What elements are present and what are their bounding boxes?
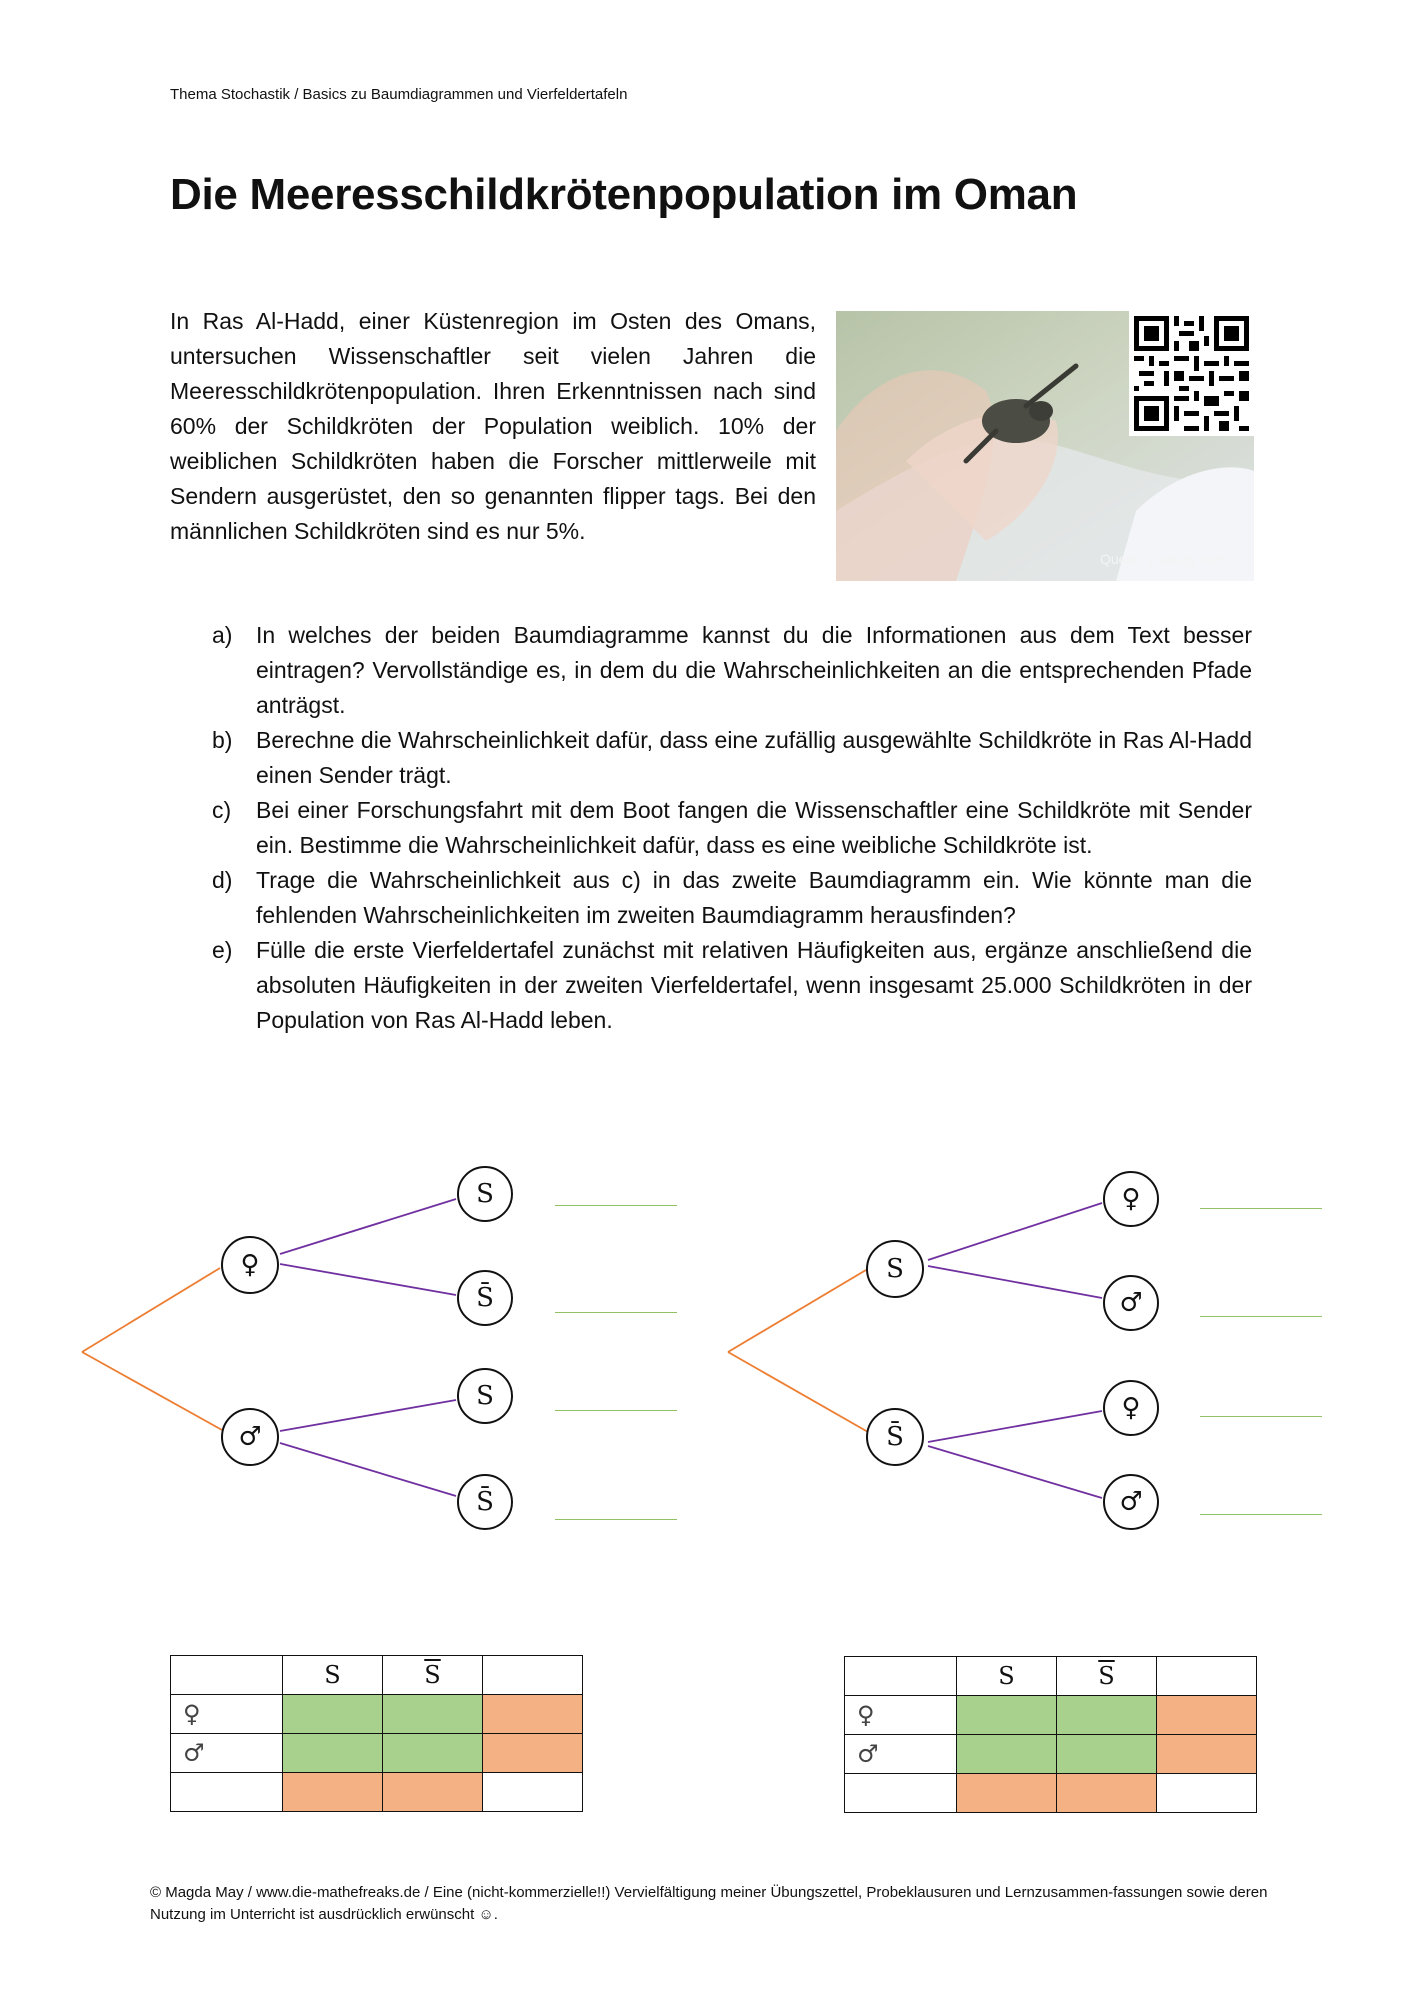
task-text: Berechne die Wahrscheinlichkeit dafür, dass eine zufällig ausgewählte Schildkröte in Ras Al-Hadd einen Sender trägt.	[256, 727, 1252, 788]
table-cell[interactable]	[1057, 1774, 1157, 1813]
answer-line[interactable]	[1200, 1208, 1322, 1209]
task-text: Bei einer Forschungsfahrt mit dem Boot fangen die Wissenschaftler eine Schildkröte mit Sender ein. Bestimme die Wahrscheinlichkeit dafür, dass es eine weibliche Schildkröte ist.	[256, 797, 1252, 858]
tree1-branch-male	[82, 1352, 222, 1430]
answer-line[interactable]	[555, 1205, 677, 1206]
table-cell[interactable]	[845, 1774, 957, 1813]
footer-copyright: © Magda May / www.die-mathefreaks.de / Eine (nicht-kommerzielle!!) Vervielfältigung meiner Übungszettel, Probeklausuren und Lernzusammen-fassungen sowie deren Nutzung im Unterricht ist ausdrücklich erwünscht ☺.	[150, 1884, 1268, 1923]
tree1-node-sbar: S̄	[457, 1270, 513, 1326]
table-cell[interactable]	[171, 1773, 283, 1812]
header-breadcrumb: Thema Stochastik / Basics zu Baumdiagrammen und Vierfeldertafeln	[170, 86, 628, 103]
table-cell[interactable]	[1057, 1735, 1157, 1774]
task-text: In welches der beiden Baumdiagramme kannst du die Informationen aus dem Text besser eintragen? Vervollständige es, in dem du die Wahrscheinlichkeiten an die entsprechenden Pfade anträgst.	[256, 622, 1252, 718]
table-cell[interactable]	[1157, 1696, 1257, 1735]
row-label-male-icon: ♂	[845, 1735, 957, 1774]
tree2-node-male-icon: ♂	[1103, 1275, 1159, 1331]
answer-line[interactable]	[1200, 1316, 1322, 1317]
table-cell[interactable]	[1157, 1735, 1257, 1774]
table-cell[interactable]	[957, 1696, 1057, 1735]
table-cell[interactable]	[383, 1734, 483, 1773]
task-text: Trage die Wahrscheinlichkeit aus c) in das zweite Baumdiagramm ein. Wie könnte man die fehlenden Wahrscheinlichkeiten im zweiten Baumdiagramm herausfinden?	[256, 867, 1252, 928]
answer-line[interactable]	[555, 1312, 677, 1313]
tree1-node-sbar: S̄	[457, 1474, 513, 1530]
table-corner	[171, 1656, 283, 1695]
table-cell[interactable]	[283, 1773, 383, 1812]
answer-line[interactable]	[555, 1410, 677, 1411]
table-cell[interactable]	[483, 1773, 583, 1812]
table-cell[interactable]	[957, 1774, 1057, 1813]
task-letter: a)	[212, 622, 233, 648]
table-cell[interactable]	[383, 1773, 483, 1812]
four-field-table-relative	[170, 1655, 583, 1812]
task-letter: d)	[212, 867, 233, 893]
table-corner	[845, 1657, 957, 1696]
answer-line[interactable]	[1200, 1514, 1322, 1515]
table-cell[interactable]	[957, 1735, 1057, 1774]
table-header-empty	[483, 1656, 583, 1695]
four-field-table-absolute	[844, 1656, 1257, 1813]
sbar-label: $\overline{S}$	[424, 1661, 441, 1689]
tree1-branch-female	[82, 1268, 220, 1352]
table-cell[interactable]	[1057, 1696, 1157, 1735]
tree2-branch-sbar	[728, 1352, 868, 1432]
table-header-empty	[1157, 1657, 1257, 1696]
tree1-node-s: S	[457, 1368, 513, 1424]
task-letter: e)	[212, 937, 233, 963]
tree1-node-s: S	[457, 1166, 513, 1222]
table-cell[interactable]	[483, 1695, 583, 1734]
page-title: Die Meeresschildkrötenpopulation im Oman	[170, 170, 1078, 219]
table-header-s: S	[283, 1656, 383, 1695]
table-cell[interactable]	[1157, 1774, 1257, 1813]
tree2-node-female-icon: ♀	[1103, 1171, 1159, 1227]
tree2-node-sbar: S̄	[866, 1408, 924, 1466]
table-cell[interactable]	[483, 1734, 583, 1773]
tree1-node-male-icon: ♂	[221, 1408, 279, 1466]
task-letter: b)	[212, 727, 233, 753]
table-header-sbar	[1057, 1657, 1157, 1696]
task-text: Fülle die erste Vierfeldertafel zunächst mit relativen Häufigkeiten aus, ergänze anschließend die absoluten Häufigkeiten in der zweiten Vierfeldertafel, wenn insgesamt 25.000 Schildkröten in der Population von Ras Al-Hadd leben.	[256, 937, 1252, 1033]
table-cell[interactable]	[383, 1695, 483, 1734]
table-cell[interactable]	[283, 1695, 383, 1734]
sbar-label: $\overline{S}$	[1098, 1662, 1115, 1690]
tree2-node-female-icon: ♀	[1103, 1380, 1159, 1436]
row-label-female-icon: ♀	[171, 1695, 283, 1734]
photo-credit: Quelle: pixabay.com	[1100, 551, 1226, 567]
answer-line[interactable]	[1200, 1416, 1322, 1417]
tree2-node-s: S	[866, 1240, 924, 1298]
tree2-branch-s	[728, 1270, 866, 1352]
tree1-node-female-icon: ♀	[221, 1236, 279, 1294]
answer-line[interactable]	[555, 1519, 677, 1520]
intro-text: In Ras Al-Hadd, einer Küstenregion im Osten des Omans, untersuchen Wissenschaftler seit vielen Jahren die Meeresschildkrötenpopulation. Ihren Erkenntnissen nach sind 60% der Schildkröten der Population weiblich. 10% der weiblichen Schildkröten haben die Forscher mittlerweile mit Sendern ausgerüstet, den so genannten flipper tags. Bei den männlichen Schildkröten sind es nur 5%.	[170, 308, 816, 544]
task-letter: c)	[212, 797, 232, 823]
tree2-node-male-icon: ♂	[1103, 1474, 1159, 1530]
row-label-male-icon: ♂	[171, 1734, 283, 1773]
table-header-s: S	[957, 1657, 1057, 1696]
row-label-female-icon: ♀	[845, 1696, 957, 1735]
table-header-sbar	[383, 1656, 483, 1695]
table-cell[interactable]	[283, 1734, 383, 1773]
